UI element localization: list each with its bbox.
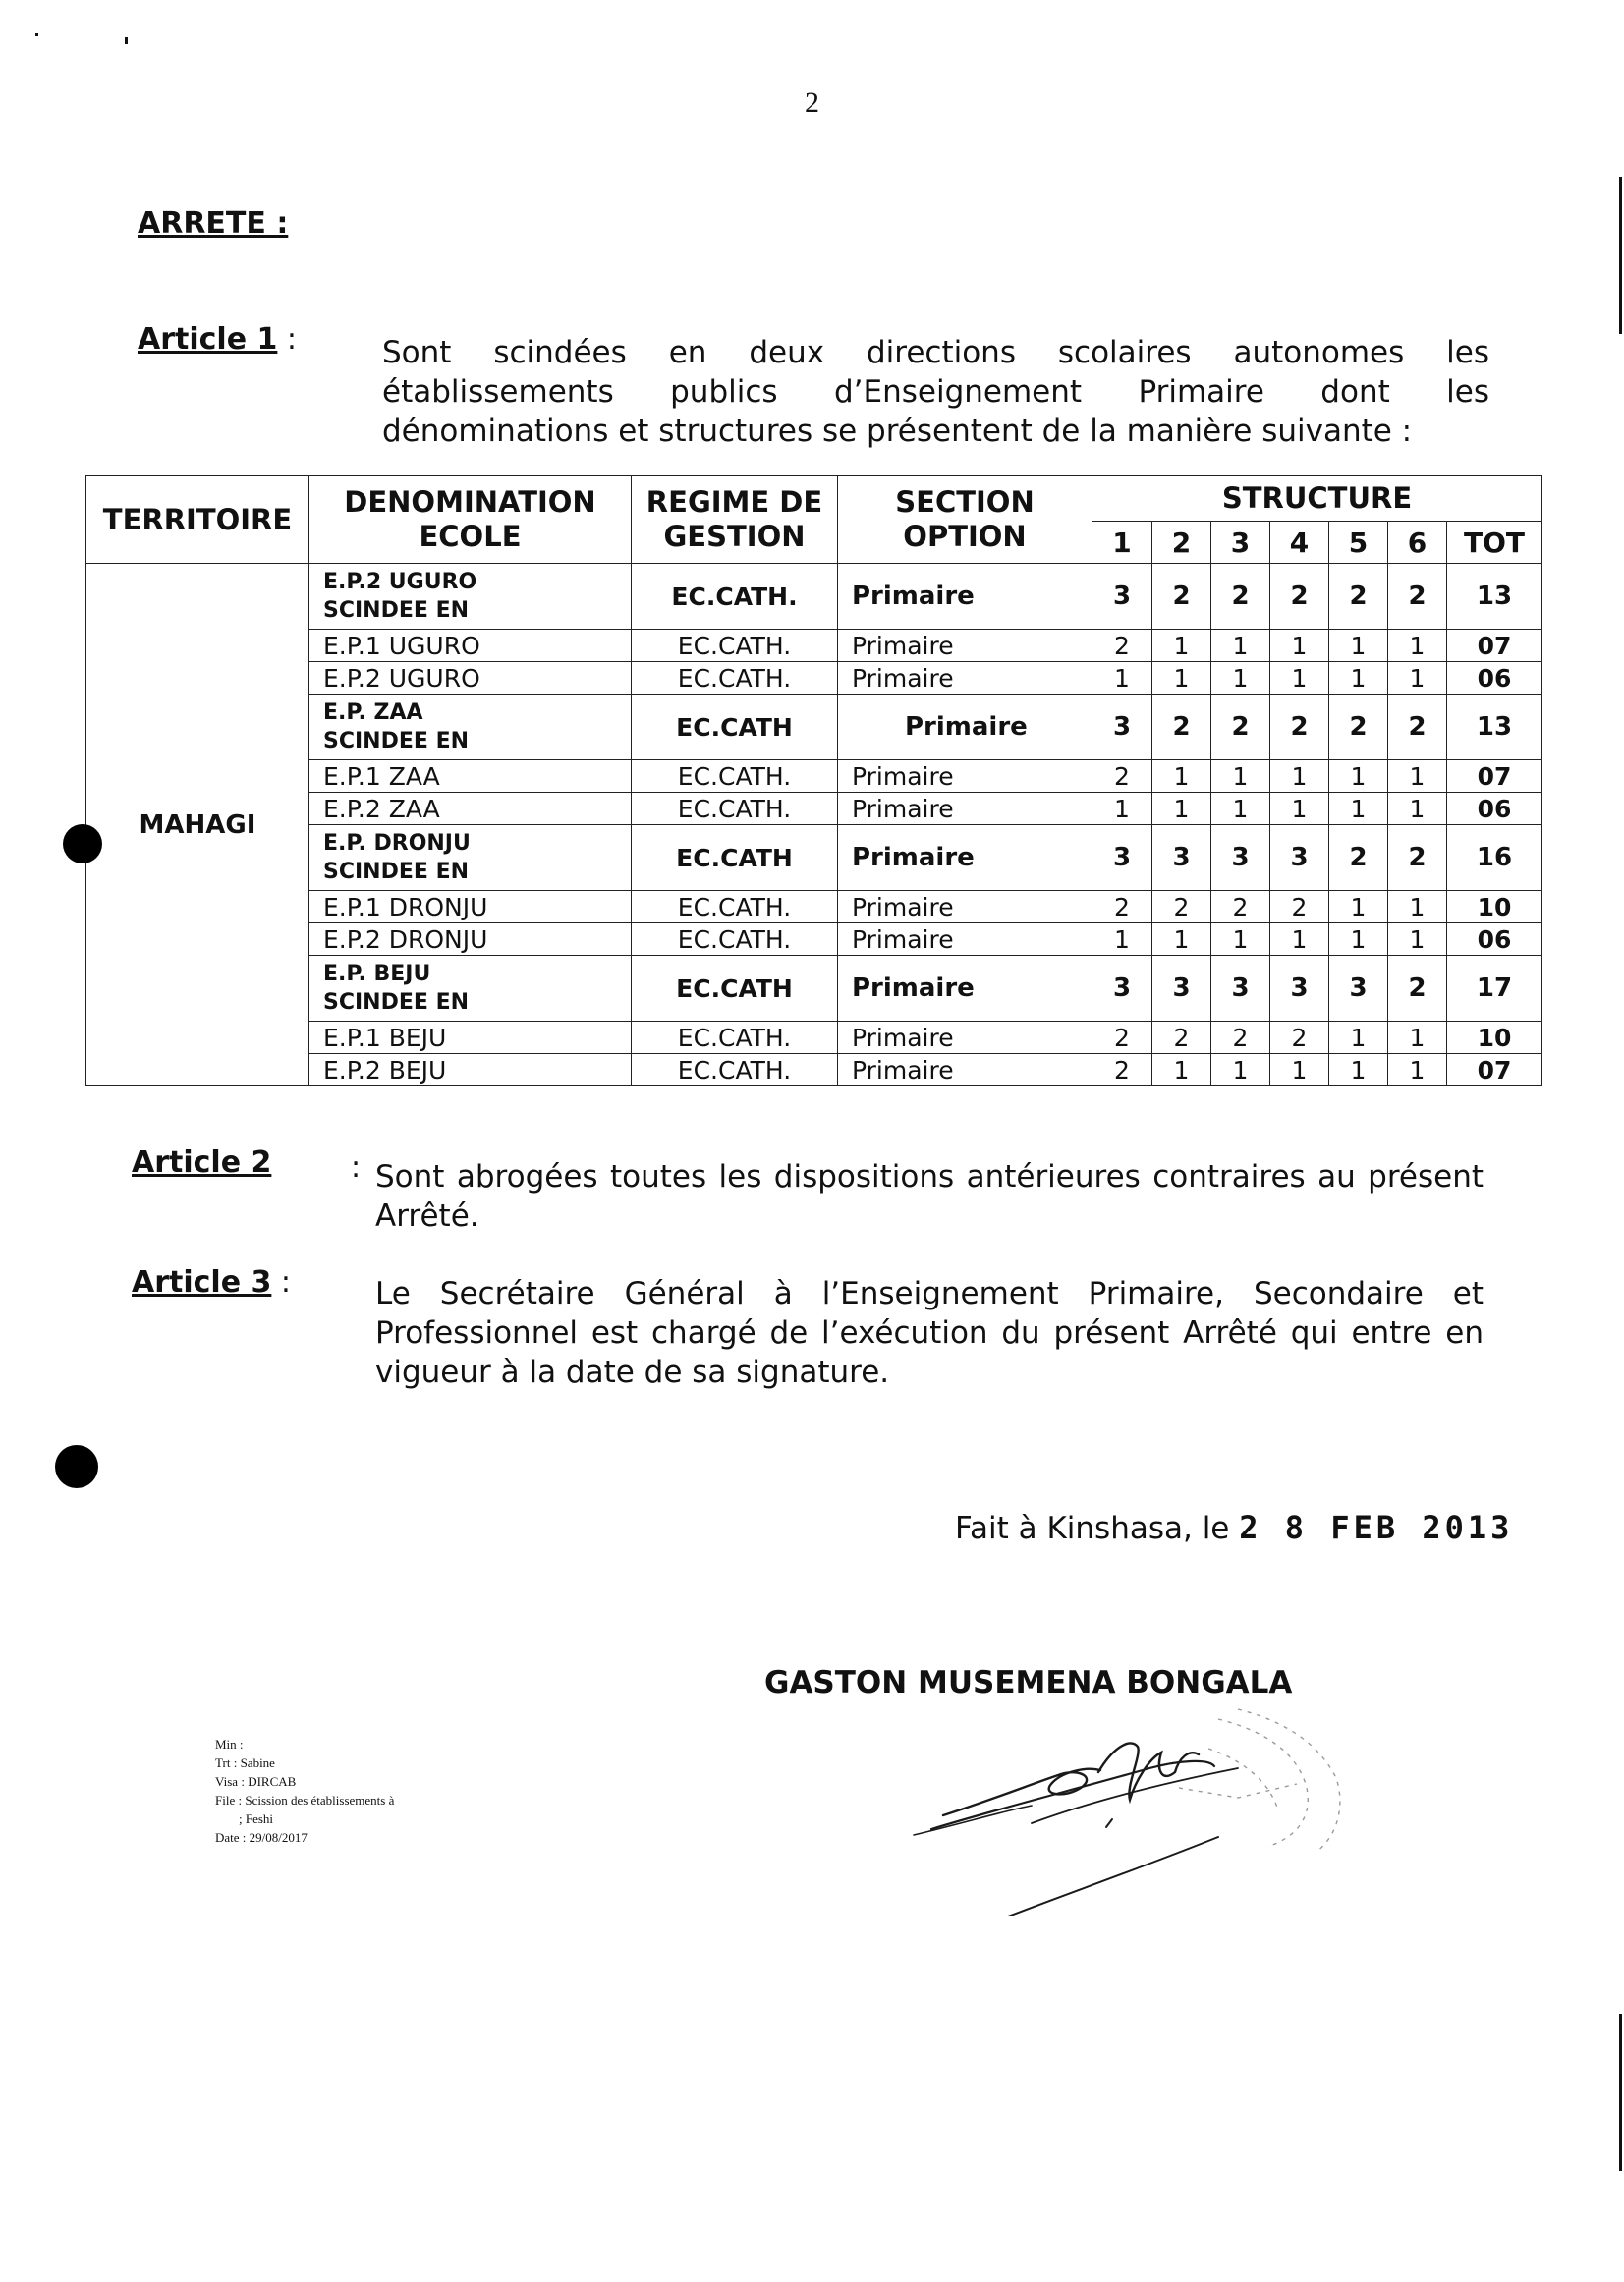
- article-1-label: [138, 322, 297, 357]
- structure-level-1-cell: 1: [1092, 923, 1152, 956]
- structure-level-6-cell: 1: [1388, 793, 1447, 825]
- school-name-cell: [309, 695, 632, 760]
- structure-level-5-cell: 2: [1329, 564, 1388, 630]
- header-territoire: TERRITOIRE: [86, 476, 309, 564]
- structure-level-1-cell: 1: [1092, 662, 1152, 695]
- metadata-separator: :: [230, 1755, 241, 1770]
- schools-structure-table: [85, 475, 1542, 1086]
- header-level-3: 3: [1211, 522, 1270, 564]
- metadata-separator: :: [236, 1737, 244, 1752]
- structure-level-5-cell: 1: [1329, 760, 1388, 793]
- section-cell: Primaire: [838, 760, 1092, 793]
- structure-total-cell: 10: [1447, 891, 1542, 923]
- metadata-label: Visa: [215, 1774, 239, 1789]
- school-group-row: [86, 564, 1542, 630]
- structure-total-cell: 13: [1447, 695, 1542, 760]
- school-name: E.P. BEJU: [323, 962, 431, 986]
- structure-level-4-cell: 1: [1270, 1054, 1329, 1086]
- header-regime: REGIME DE GESTION: [632, 476, 838, 564]
- metadata-label: Trt: [215, 1755, 231, 1770]
- structure-level-1-cell: 2: [1092, 760, 1152, 793]
- regime-cell: EC.CATH.: [632, 923, 838, 956]
- structure-level-4-cell: 3: [1270, 956, 1329, 1022]
- section-cell: Primaire: [838, 662, 1092, 695]
- structure-level-3-cell: 3: [1211, 956, 1270, 1022]
- structure-level-3-cell: 1: [1211, 1054, 1270, 1086]
- metadata-label: File: [215, 1793, 236, 1808]
- structure-total-cell: 06: [1447, 662, 1542, 695]
- metadata-value: Sabine: [240, 1755, 275, 1770]
- regime-cell: EC.CATH.: [632, 662, 838, 695]
- structure-level-5-cell: 1: [1329, 923, 1388, 956]
- section-cell: Primaire: [838, 793, 1092, 825]
- metadata-row: [215, 1735, 394, 1753]
- structure-level-2-cell: 2: [1152, 564, 1211, 630]
- structure-level-3-cell: 2: [1211, 695, 1270, 760]
- structure-total-cell: 06: [1447, 923, 1542, 956]
- structure-level-1-cell: 3: [1092, 564, 1152, 630]
- structure-level-6-cell: 2: [1388, 956, 1447, 1022]
- school-name-cell: E.P.1 BEJU: [309, 1022, 632, 1054]
- structure-level-3-cell: 1: [1211, 662, 1270, 695]
- article-1-text: Sont scindées en deux directions scolaires autonomes les établissements publics d’Enseignement Primaire dont les dénominations et structures se présentent de la manière suivante :: [382, 335, 1489, 449]
- school-name-cell: [309, 956, 632, 1022]
- structure-level-6-cell: 1: [1388, 891, 1447, 923]
- structure-total-cell: 13: [1447, 564, 1542, 630]
- article-2-label: [132, 1145, 271, 1180]
- structure-level-5-cell: 1: [1329, 630, 1388, 662]
- header-total: TOT: [1447, 522, 1542, 564]
- structure-level-5-cell: 1: [1329, 662, 1388, 695]
- structure-level-1-cell: 2: [1092, 630, 1152, 662]
- structure-level-1-cell: 1: [1092, 793, 1152, 825]
- structure-level-2-cell: 2: [1152, 891, 1211, 923]
- signer-name: GASTON MUSEMENA BONGALA: [764, 1665, 1293, 1700]
- structure-level-6-cell: 1: [1388, 630, 1447, 662]
- structure-level-3-cell: 2: [1211, 891, 1270, 923]
- metadata-label: Min: [215, 1737, 237, 1752]
- scan-edge-mark: [1619, 2014, 1622, 2171]
- section-cell: Primaire: [838, 695, 1092, 760]
- structure-level-5-cell: 1: [1329, 793, 1388, 825]
- table-body: [86, 564, 1542, 1086]
- structure-level-1-cell: 2: [1092, 1022, 1152, 1054]
- structure-level-2-cell: 1: [1152, 760, 1211, 793]
- metadata-label: Date: [215, 1830, 240, 1845]
- section-cell: Primaire: [838, 1054, 1092, 1086]
- metadata-row: [215, 1828, 394, 1847]
- metadata-separator: :: [238, 1774, 249, 1789]
- structure-level-5-cell: 1: [1329, 1022, 1388, 1054]
- binder-hole: [55, 1445, 98, 1488]
- school-name-cell: E.P.2 UGURO: [309, 662, 632, 695]
- split-note: SCINDEE EN: [323, 729, 470, 753]
- article-3-text: Le Secrétaire Général à l’Enseignement Primaire, Secondaire et Professionnel est chargé de l’exécution du présent Arrêté qui entre en vigueur à la date de sa signature.: [375, 1276, 1484, 1390]
- structure-level-4-cell: 1: [1270, 760, 1329, 793]
- split-note: SCINDEE EN: [323, 598, 470, 623]
- scan-speck: [35, 33, 38, 36]
- structure-total-cell: 10: [1447, 1022, 1542, 1054]
- binder-hole: [63, 824, 102, 863]
- place-prefix: Fait à Kinshasa, le: [955, 1511, 1230, 1546]
- structure-level-5-cell: 2: [1329, 695, 1388, 760]
- structure-level-4-cell: 2: [1270, 891, 1329, 923]
- document-metadata: [215, 1735, 394, 1847]
- metadata-value: Scission des établissements à: [245, 1793, 395, 1808]
- structure-total-cell: 16: [1447, 825, 1542, 891]
- header-denomination: DENOMINATION ECOLE: [309, 476, 632, 564]
- header-level-2: 2: [1152, 522, 1211, 564]
- structure-level-4-cell: 3: [1270, 825, 1329, 891]
- structure-level-1-cell: 3: [1092, 956, 1152, 1022]
- header-level-6: 6: [1388, 522, 1447, 564]
- school-name-cell: E.P.2 BEJU: [309, 1054, 632, 1086]
- metadata-separator: :: [235, 1793, 246, 1808]
- regime-cell: EC.CATH.: [632, 793, 838, 825]
- regime-cell: EC.CATH: [632, 825, 838, 891]
- metadata-row: [215, 1772, 394, 1791]
- structure-level-6-cell: 2: [1388, 695, 1447, 760]
- article-3-label-separator: :: [271, 1265, 292, 1300]
- structure-level-3-cell: 2: [1211, 1022, 1270, 1054]
- header-level-4: 4: [1270, 522, 1329, 564]
- structure-total-cell: 07: [1447, 630, 1542, 662]
- structure-level-4-cell: 1: [1270, 662, 1329, 695]
- regime-cell: EC.CATH: [632, 956, 838, 1022]
- regime-cell: EC.CATH: [632, 695, 838, 760]
- metadata-value: ; Feshi: [239, 1811, 274, 1826]
- structure-level-1-cell: 3: [1092, 695, 1152, 760]
- school-name-cell: [309, 825, 632, 891]
- structure-level-4-cell: 1: [1270, 793, 1329, 825]
- school-name-cell: E.P.1 DRONJU: [309, 891, 632, 923]
- school-name: E.P. ZAA: [323, 700, 423, 725]
- structure-level-6-cell: 1: [1388, 760, 1447, 793]
- header-level-5: 5: [1329, 522, 1388, 564]
- school-name-cell: E.P.1 ZAA: [309, 760, 632, 793]
- structure-level-6-cell: 1: [1388, 1022, 1447, 1054]
- structure-level-6-cell: 1: [1388, 1054, 1447, 1086]
- structure-level-4-cell: 1: [1270, 630, 1329, 662]
- structure-level-2-cell: 3: [1152, 825, 1211, 891]
- structure-level-1-cell: 2: [1092, 1054, 1152, 1086]
- school-name-cell: E.P.1 UGURO: [309, 630, 632, 662]
- table-header: [86, 476, 1542, 564]
- section-cell: Primaire: [838, 825, 1092, 891]
- structure-level-4-cell: 2: [1270, 695, 1329, 760]
- structure-total-cell: 17: [1447, 956, 1542, 1022]
- structure-level-2-cell: 1: [1152, 662, 1211, 695]
- structure-total-cell: 07: [1447, 1054, 1542, 1086]
- metadata-row: [215, 1809, 394, 1828]
- structure-level-5-cell: 1: [1329, 891, 1388, 923]
- article-3-label-text: Article 3: [132, 1265, 272, 1300]
- structure-level-3-cell: 1: [1211, 923, 1270, 956]
- structure-level-2-cell: 1: [1152, 793, 1211, 825]
- school-name-cell: [309, 564, 632, 630]
- scan-speck: [125, 37, 128, 44]
- regime-cell: EC.CATH.: [632, 891, 838, 923]
- section-cell: Primaire: [838, 923, 1092, 956]
- school-name: E.P.2 UGURO: [323, 570, 477, 594]
- article-1-label-text: Article 1: [138, 322, 278, 357]
- section-cell: Primaire: [838, 891, 1092, 923]
- structure-level-2-cell: 2: [1152, 1022, 1211, 1054]
- article-2-label-text: Article 2: [132, 1145, 272, 1180]
- header-structure: STRUCTURE: [1092, 476, 1542, 522]
- section-cell: Primaire: [838, 630, 1092, 662]
- structure-level-2-cell: 1: [1152, 923, 1211, 956]
- structure-level-3-cell: 1: [1211, 793, 1270, 825]
- article-3-label: [132, 1265, 291, 1300]
- date-stamp: 2 8 FEB 2013: [1239, 1509, 1514, 1546]
- structure-total-cell: 07: [1447, 760, 1542, 793]
- structure-level-3-cell: 1: [1211, 630, 1270, 662]
- section-cell: Primaire: [838, 1022, 1092, 1054]
- structure-level-4-cell: 2: [1270, 564, 1329, 630]
- structure-level-2-cell: 3: [1152, 956, 1211, 1022]
- article-2-separator: :: [351, 1150, 362, 1185]
- structure-level-4-cell: 1: [1270, 923, 1329, 956]
- metadata-row: [215, 1753, 394, 1772]
- handwritten-signature: [884, 1690, 1415, 1916]
- split-note: SCINDEE EN: [323, 860, 470, 884]
- decree-heading: ARRETE :: [138, 206, 289, 241]
- structure-level-2-cell: 1: [1152, 630, 1211, 662]
- regime-cell: EC.CATH.: [632, 760, 838, 793]
- structure-level-4-cell: 2: [1270, 1022, 1329, 1054]
- structure-level-3-cell: 3: [1211, 825, 1270, 891]
- structure-level-5-cell: 2: [1329, 825, 1388, 891]
- section-cell: Primaire: [838, 956, 1092, 1022]
- school-name: E.P. DRONJU: [323, 831, 471, 856]
- structure-level-3-cell: 1: [1211, 760, 1270, 793]
- page-number: 2: [805, 86, 819, 119]
- structure-level-2-cell: 2: [1152, 695, 1211, 760]
- article-2-text: Sont abrogées toutes les dispositions antérieures contraires au présent Arrêté.: [375, 1159, 1484, 1234]
- structure-total-cell: 06: [1447, 793, 1542, 825]
- structure-level-6-cell: 2: [1388, 825, 1447, 891]
- school-name-cell: E.P.2 DRONJU: [309, 923, 632, 956]
- structure-level-6-cell: 1: [1388, 662, 1447, 695]
- school-name-cell: E.P.2 ZAA: [309, 793, 632, 825]
- regime-cell: EC.CATH.: [632, 1022, 838, 1054]
- structure-level-5-cell: 1: [1329, 1054, 1388, 1086]
- header-level-1: 1: [1092, 522, 1152, 564]
- place-date-line: [955, 1509, 1513, 1546]
- section-cell: Primaire: [838, 564, 1092, 630]
- article-1-label-separator: :: [277, 322, 298, 357]
- metadata-value: 29/08/2017: [249, 1830, 308, 1845]
- regime-cell: EC.CATH.: [632, 564, 838, 630]
- structure-level-6-cell: 2: [1388, 564, 1447, 630]
- regime-cell: EC.CATH.: [632, 630, 838, 662]
- structure-level-2-cell: 1: [1152, 1054, 1211, 1086]
- structure-level-3-cell: 2: [1211, 564, 1270, 630]
- structure-level-6-cell: 1: [1388, 923, 1447, 956]
- metadata-value: DIRCAB: [248, 1774, 297, 1789]
- metadata-separator: :: [239, 1830, 250, 1845]
- structure-level-5-cell: 3: [1329, 956, 1388, 1022]
- split-note: SCINDEE EN: [323, 990, 470, 1015]
- scan-edge-mark: [1619, 177, 1622, 334]
- territoire-cell: MAHAGI: [86, 564, 309, 1086]
- regime-cell: EC.CATH.: [632, 1054, 838, 1086]
- metadata-row: [215, 1791, 394, 1809]
- structure-level-1-cell: 3: [1092, 825, 1152, 891]
- header-section: SECTION OPTION: [838, 476, 1092, 564]
- structure-level-1-cell: 2: [1092, 891, 1152, 923]
